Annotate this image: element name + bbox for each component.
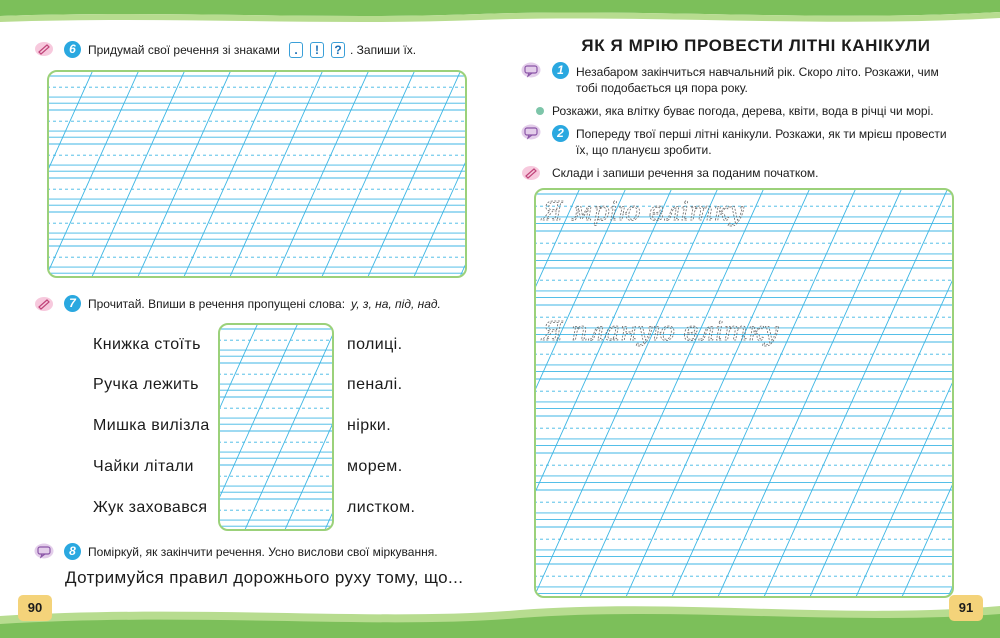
task-number-2: 2 bbox=[552, 125, 569, 142]
top-wave-decoration bbox=[0, 0, 1000, 30]
page-number-right: 91 bbox=[949, 595, 983, 621]
task-number-6: 6 bbox=[64, 41, 81, 58]
task-2-line-2: їх, що плануєш зробити. bbox=[576, 143, 712, 157]
handwriting-sample-1 bbox=[540, 190, 770, 230]
exclamation-mark: ! bbox=[310, 42, 324, 58]
task-2-line-1: Попереду твої перші літні канікули. Розкажи, як ти мрієш провести bbox=[576, 127, 947, 141]
writing-grid-task6[interactable] bbox=[47, 70, 467, 278]
speech-bubble-icon bbox=[521, 62, 541, 78]
task-number-8: 8 bbox=[64, 543, 81, 560]
sentence-4-end: морем. bbox=[347, 458, 403, 475]
sentence-3-end: нірки. bbox=[347, 417, 392, 434]
period-mark: . bbox=[289, 42, 303, 58]
sentence-1-end: полиці. bbox=[347, 336, 403, 353]
sentence-5-end: листком. bbox=[347, 499, 416, 516]
task-8-instruction: Поміркуй, як закінчити речення. Усно вислови свої міркування. bbox=[88, 545, 438, 559]
sentence-1-start: Книжка стоїть bbox=[93, 336, 201, 353]
page-title: ЯК Я МРІЮ ПРОВЕСТИ ЛІТНІ КАНІКУЛИ bbox=[581, 36, 931, 55]
sentence-2-end: пеналі. bbox=[347, 376, 403, 393]
sentence-5-start: Жук заховався bbox=[93, 499, 208, 516]
handwriting-sample-2 bbox=[540, 310, 800, 350]
task-8-prompt: Дотримуйся правил дорожнього руху тому, що... bbox=[65, 568, 464, 587]
writing-grid-right[interactable] bbox=[534, 188, 954, 598]
svg-text:Я планую влітку: Я планую влітку bbox=[542, 317, 779, 347]
write-instruction: Склади і запиши речення за поданим початком. bbox=[552, 166, 819, 180]
punctuation-marks bbox=[289, 41, 352, 59]
page-number-left: 90 bbox=[18, 595, 52, 621]
svg-text:Я мрію влітку: Я мрію влітку bbox=[542, 197, 745, 227]
task-1-line-1: Незабаром закінчиться навчальний рік. Скоро літо. Розкажи, чим bbox=[576, 65, 939, 79]
question-mark: ? bbox=[331, 42, 345, 58]
task-6-suffix: . Запиши їх. bbox=[350, 43, 417, 57]
sentence-2-start: Ручка лежить bbox=[93, 376, 199, 393]
sentence-3-start: Мишка вилізла bbox=[93, 417, 210, 434]
bottom-wave-decoration bbox=[0, 596, 1000, 638]
speech-bubble-icon bbox=[521, 124, 541, 140]
missing-word-grid[interactable] bbox=[218, 323, 334, 531]
sentence-4-start: Чайки літали bbox=[93, 458, 194, 475]
task-number-1: 1 bbox=[552, 62, 569, 79]
task-1-line-2: тобі подобається ця пора року. bbox=[576, 81, 748, 95]
task-7-instruction: Прочитай. Впиши в речення пропущені слова: bbox=[88, 297, 346, 311]
task-number-7: 7 bbox=[64, 295, 81, 312]
bullet-text: Розкажи, яка влітку буває погода, дерева, квіти, вода в річці чи морі. bbox=[552, 104, 934, 118]
task-7-words: у, з, на, під, над. bbox=[351, 297, 441, 311]
pencil-task-icon bbox=[34, 296, 54, 312]
pencil-task-icon bbox=[521, 165, 541, 181]
bullet-dot bbox=[536, 107, 544, 115]
speech-bubble-icon bbox=[34, 543, 54, 559]
task-6-instruction: Придумай свої речення зі знаками bbox=[88, 43, 280, 57]
pencil-task-icon bbox=[34, 41, 54, 57]
